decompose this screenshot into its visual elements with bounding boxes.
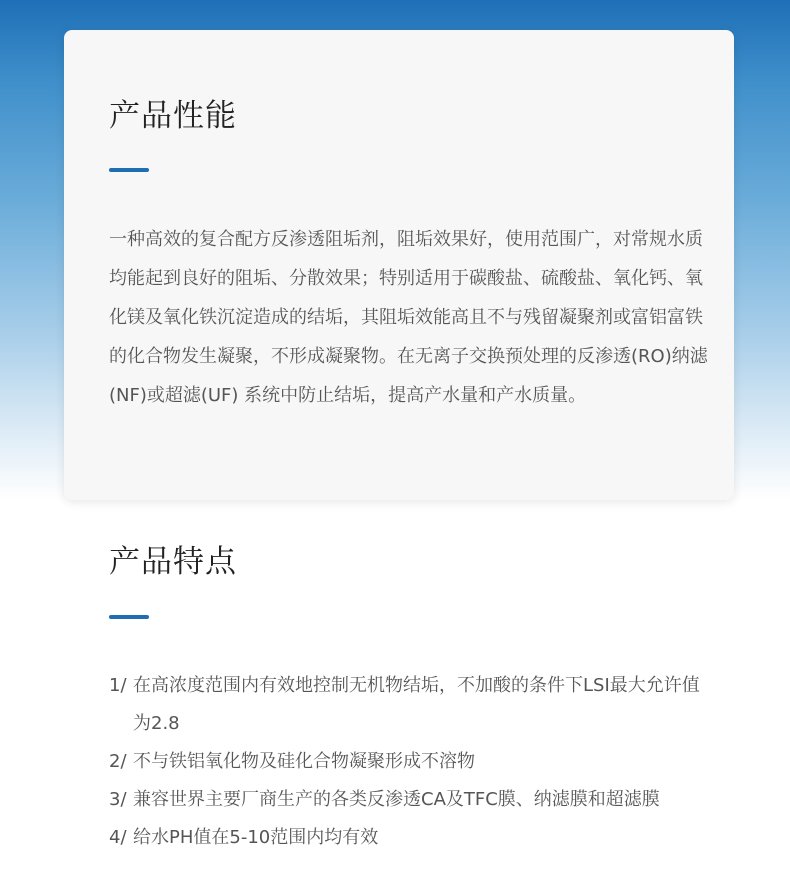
feature-number: 4/ (109, 827, 127, 848)
feature-item-2 (109, 743, 709, 781)
feature-text: 在高浓度范围内有效地控制无机物结垢，不加酸的条件下LSI最大允许值为2.8 (133, 675, 700, 734)
performance-title-underline (109, 168, 149, 172)
feature-text: 兼容世界主要厂商生产的各类反渗透CA及TFC膜、纳滤膜和超滤膜 (133, 789, 660, 810)
performance-title: 产品性能 (109, 98, 237, 134)
feature-item-3 (109, 781, 709, 819)
feature-number: 2/ (109, 751, 127, 772)
feature-item-4 (109, 819, 709, 857)
features-list (109, 667, 709, 857)
feature-text: 不与铁铝氧化物及硅化合物凝聚形成不溶物 (133, 751, 475, 772)
features-title: 产品特点 (109, 544, 237, 580)
feature-item-1 (109, 667, 709, 743)
features-title-underline (109, 615, 149, 619)
feature-text: 给水PH值在5-10范围内均有效 (133, 827, 379, 848)
feature-number: 1/ (109, 675, 127, 696)
performance-description: 一种高效的复合配方反渗透阻垢剂，阻垢效果好，使用范围广，对常规水质均能起到良好的阻垢、分散效果；特别适用于碳酸盐、硫酸盐、氧化钙、氧化镁及氧化铁沉淀造成的结垢，其阻垢效能高且不与残留凝聚剂或富铝富铁的化合物发生凝聚，不形成凝聚物。在无离子交换预处理的反渗透(RO)纳滤(NF)或超滤(UF) 系统中防止结垢，提高产水量和产水质量。 (109, 229, 708, 406)
feature-number: 3/ (109, 789, 127, 810)
